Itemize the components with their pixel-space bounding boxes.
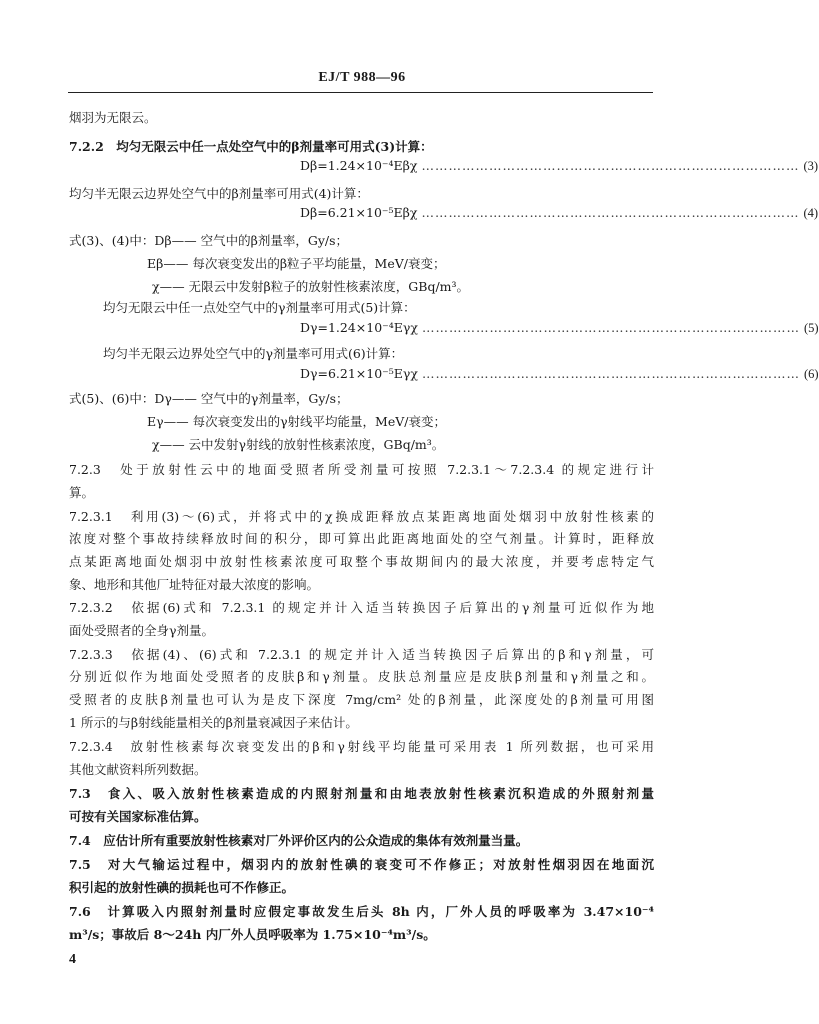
equation-3 [300, 158, 819, 174]
equation-3-expression: Dβ=1.24×10⁻⁴Eβχ [300, 158, 418, 173]
text-line: 分别近似作为地面处受照者的皮肤β和γ剂量。皮肤总剂量应是皮肤β剂量和γ剂量之和。 [69, 669, 654, 684]
leader-dots: ………………………………………………………………………… [421, 366, 800, 381]
equation-5 [300, 320, 819, 336]
clause-7-2-3: 7.2.3 处于放射性云中的地面受照者所受剂量可按照 7.2.3.1～7.2.3.4 的规定进行计 [69, 462, 654, 477]
text-line: 浓度对整个事故持续释放时间的积分，即可算出此距离地面处的空气剂量。计算时，距释放 [69, 531, 654, 546]
text-line: 面处受照者的全身γ剂量。 [69, 623, 214, 638]
clause-7-4: 7.4 应估计所有重要放射性核素对厂外评价区内的公众造成的集体有效剂量当量。 [69, 833, 529, 848]
definition-gamma-concentration: χ—— 云中发射γ射线的放射性核素浓度，GBq/m³。 [152, 437, 445, 452]
equation-5-expression: Dγ=1.24×10⁻⁴Eγχ [300, 320, 418, 335]
definition-beta-concentration: χ—— 无限云中发射β粒子的放射性核素浓度，GBq/m³。 [152, 279, 470, 294]
text-line: 其他文献资料所列数据。 [69, 762, 207, 777]
equation-4 [300, 205, 819, 221]
text-line: 均匀半无限云边界处空气中的γ剂量率可用式(6)计算： [103, 346, 404, 361]
clause-7-2-3-2: 7.2.3.2 依据(6)式和 7.2.3.1 的规定并计入适当转换因子后算出的γ剂量可近似作为地 [69, 600, 654, 615]
definition-gamma-energy: Eγ—— 每次衰变发出的γ射线平均能量，MeV/衰变； [147, 414, 446, 429]
clause-7-2-3-3: 7.2.3.3 依据(4)、(6)式和 7.2.3.1 的规定并计入适当转换因子后算出的β和γ剂量，可 [69, 647, 654, 662]
text-line: 算。 [69, 485, 95, 500]
leader-dots: ………………………………………………………………………… [421, 320, 800, 335]
text-line: 均匀半无限云边界处空气中的β剂量率可用式(4)计算： [69, 186, 369, 201]
text-line: 烟羽为无限云。 [69, 110, 157, 125]
definition-beta-energy: Eβ—— 每次衰变发出的β粒子平均能量，MeV/衰变； [147, 256, 446, 271]
equation-3-number: (3) [803, 159, 819, 173]
equation-4-expression: Dβ=6.21×10⁻⁵Eβχ [300, 205, 418, 220]
clause-7-6: 7.6 计算吸入内照射剂量时应假定事故发生后头 8h 内，厂外人员的呼吸率为 3.47×10⁻⁴ [69, 904, 654, 919]
clause-7-2-3-1: 7.2.3.1 利用(3)～(6)式，并将式中的χ换成距释放点某距离地面处烟羽中放射性核素的 [69, 509, 654, 524]
equation-6-number: (6) [803, 367, 819, 381]
text-line: 均匀无限云中任一点处空气中的γ剂量率可用式(5)计算： [103, 300, 416, 315]
leader-dots: ………………………………………………………………………… [421, 158, 800, 173]
text-line: m³/s；事故后 8～24h 内厂外人员呼吸率为 1.75×10⁻⁴m³/s。 [69, 927, 436, 942]
definition-gamma-dose: 式(5)、(6)中：Dγ—— 空气中的γ剂量率，Gy/s； [69, 391, 349, 406]
equation-5-number: (5) [803, 321, 819, 335]
header-rule [68, 92, 653, 93]
text-line: 可按有关国家标准估算。 [69, 809, 207, 824]
clause-7-2-3-4: 7.2.3.4 放射性核素每次衰变发出的β和γ射线平均能量可采用表 1 所列数据，也可采用 [69, 739, 654, 754]
equation-4-number: (4) [803, 206, 819, 220]
clause-7-3: 7.3 食入、吸入放射性核素造成的内照射剂量和由地表放射性核素沉积造成的外照射剂量 [69, 786, 654, 801]
page-number: 4 [69, 952, 76, 967]
document-header: EJ/T 988—96 [318, 70, 406, 85]
text-line: 受照者的皮肤β剂量也可认为是皮下深度 7mg/cm² 处的β剂量，此深度处的β剂量可用图 [69, 692, 654, 707]
clause-7-5: 7.5 对大气输运过程中，烟羽内的放射性碘的衰变可不作修正；对放射性烟羽因在地面沉 [69, 857, 654, 872]
equation-6-expression: Dγ=6.21×10⁻⁵Eγχ [300, 366, 418, 381]
text-line: 象、地形和其他厂址特征对最大浓度的影响。 [69, 577, 320, 592]
equation-6 [300, 366, 819, 382]
text-line: 1 所示的与β射线能量相关的β剂量衰减因子来估计。 [69, 715, 358, 730]
text-line: 积引起的放射性碘的损耗也可不作修正。 [69, 880, 295, 895]
leader-dots: ………………………………………………………………………… [421, 205, 800, 220]
definition-beta-dose: 式(3)、(4)中：Dβ—— 空气中的β剂量率，Gy/s； [69, 233, 349, 248]
clause-7-2-2: 7.2.2 均匀无限云中任一点处空气中的β剂量率可用式(3)计算： [69, 139, 433, 154]
text-line: 点某距离地面处烟羽中放射性核素浓度可取整个事故期间内的最大浓度，并要考虑特定气 [69, 554, 654, 569]
